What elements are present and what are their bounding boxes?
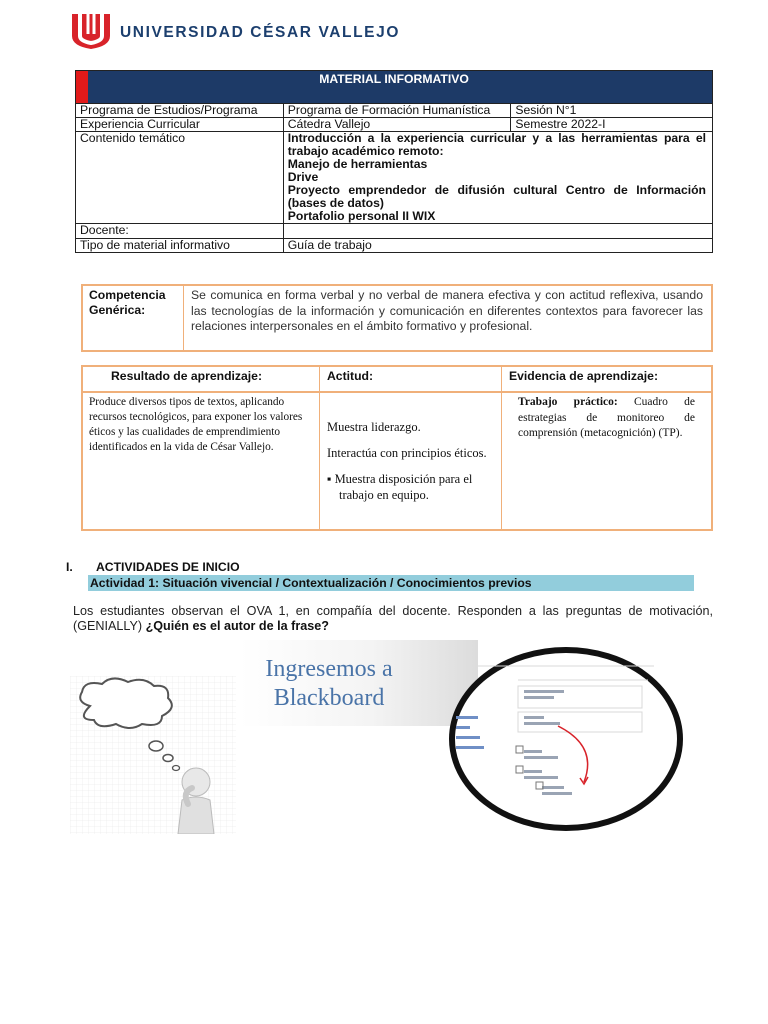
activity-heading: Actividad 1: Situación vivencial / Contextualización / Conocimientos previos	[88, 575, 694, 591]
actitud-header: Actitud:	[327, 369, 374, 383]
tipo-label: Tipo de material informativo	[76, 239, 284, 253]
university-logo-icon	[70, 12, 112, 50]
section-title: ACTIVIDADES DE INICIO	[96, 560, 240, 574]
competencia-text: Se comunica en forma verbal y no verbal de manera efectiva y con actitud reflexiva, usando las tecnologías de la información y comunicación en diferentes contextos para favorecer las relaciones interpersonales en el ámbito formativo y profesional.	[191, 288, 703, 333]
divider	[183, 286, 184, 350]
programa-value: Programa de Formación Humanística	[283, 104, 511, 118]
actitud-item-text: Muestra disposición para el trabajo en equipo.	[334, 472, 473, 502]
institution-name: UNIVERSIDAD CÉSAR VALLEJO	[120, 24, 400, 41]
actitud-item: Interactúa con principios éticos.	[327, 446, 487, 460]
contenido-label: Contenido temático	[76, 132, 284, 224]
competencia-box	[81, 284, 713, 352]
paragraph-text: Los estudiantes observan el OVA 1, en compañía del docente. Responden a las preguntas de motivación, (GENIALLY)	[73, 604, 713, 633]
contenido-line: Portafolio personal II WIX	[287, 209, 436, 223]
motivation-question: ¿Quién es el autor de la frase?	[145, 619, 329, 633]
semestre-value: Semestre 2022-I	[511, 118, 713, 132]
table-title: MATERIAL INFORMATIVO	[319, 72, 469, 86]
contenido-line: Proyecto emprendedor de difusión cultural Centro de Información (bases de datos)	[287, 183, 706, 210]
evidencia-detail: Cuadro de estrategias de monitoreo de comprensión (metacognición) (TP).	[518, 396, 695, 439]
sesion-value: Sesión N°1	[511, 104, 713, 118]
contenido-value	[283, 132, 712, 224]
learning-outcomes-table	[81, 365, 713, 531]
competencia-label: Competencia Genérica:	[89, 288, 166, 317]
evidencia-bold: Trabajo práctico:	[518, 396, 618, 408]
activity-paragraph	[73, 604, 713, 634]
contenido-line: Manejo de herramientas	[287, 157, 428, 171]
divider	[319, 367, 320, 529]
actitud-item: Muestra liderazgo.	[327, 420, 421, 434]
actitud-item: ▪ Muestra disposición para el trabajo en equipo.	[327, 472, 473, 502]
banner-line1: Ingresemos a	[265, 656, 393, 682]
tipo-value: Guía de trabajo	[283, 239, 712, 253]
section-number: I.	[66, 560, 73, 574]
banner-line2: Blackboard	[273, 685, 385, 711]
divider	[501, 367, 502, 529]
contenido-line: Drive	[287, 170, 319, 184]
experiencia-label: Experiencia Curricular	[76, 118, 284, 132]
programa-label: Programa de Estudios/Programa	[76, 104, 284, 118]
evidencia-text	[518, 395, 695, 442]
docente-label: Docente:	[76, 224, 284, 239]
red-accent-bar	[76, 71, 88, 103]
resultado-text: Produce diversos tipos de textos, aplicando recursos tecnológicos, para exponer los valores éticos y las cualidades de emprendimiento identificados en la vida de César Vallejo.	[89, 396, 303, 453]
table-title-cell	[76, 71, 713, 104]
contenido-line: Introducción a la experiencia curricular y a las herramientas para el trabajo académico remoto:	[287, 131, 706, 158]
blackboard-screenshot-image	[448, 646, 684, 832]
info-table	[75, 70, 713, 253]
thinking-figure-image	[70, 676, 236, 834]
divider	[83, 391, 711, 393]
blackboard-banner	[240, 640, 478, 726]
docente-value	[283, 224, 712, 239]
evidencia-header: Evidencia de aprendizaje:	[509, 369, 659, 383]
actitud-list	[327, 419, 497, 513]
experiencia-value: Cátedra Vallejo	[283, 118, 511, 132]
resultado-header: Resultado de aprendizaje:	[111, 369, 263, 383]
